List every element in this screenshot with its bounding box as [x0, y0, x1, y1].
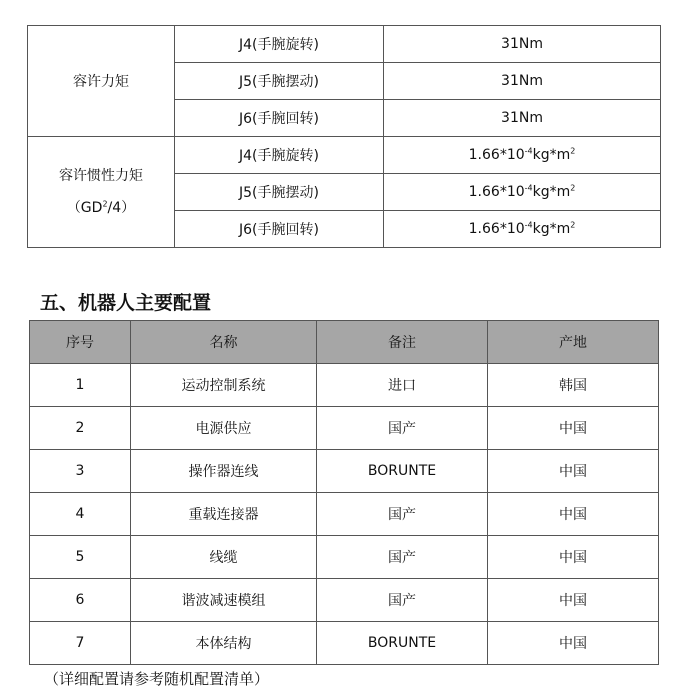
axis-cell: J6(手腕回转) [175, 100, 384, 137]
torque-spec-table [27, 25, 661, 248]
header-origin: 产地 [488, 321, 659, 364]
origin-cell: 中国 [488, 493, 659, 536]
allowable-torque-label: 容许力矩 [28, 26, 175, 137]
index-cell: 7 [30, 622, 131, 665]
name-cell: 重载连接器 [131, 493, 317, 536]
index-cell: 4 [30, 493, 131, 536]
inertia-label-gd: （GD [66, 200, 103, 216]
header-name: 名称 [131, 321, 317, 364]
table-row [30, 579, 659, 622]
table-header-row [30, 321, 659, 364]
remark-cell: BORUNTE [317, 622, 488, 665]
value-unit: kg*m [532, 184, 571, 200]
config-table [29, 320, 659, 665]
axis-cell: J5(手腕摆动) [175, 174, 384, 211]
inertia-label-line1: 容许惯性力矩 [59, 168, 143, 184]
value-unit-exp: 2 [570, 146, 576, 156]
value-base: 1.66*10 [468, 147, 525, 163]
inertia-label-post: /4） [107, 200, 136, 216]
remark-cell: 国产 [317, 493, 488, 536]
name-cell: 谐波减速模组 [131, 579, 317, 622]
table-row [30, 450, 659, 493]
value-cell: 31Nm [384, 63, 661, 100]
table-row [30, 364, 659, 407]
inertia-label [28, 137, 175, 248]
table-row [30, 493, 659, 536]
value-exp: -4 [524, 146, 533, 156]
value-base: 1.66*10 [468, 184, 525, 200]
value-cell: 31Nm [384, 100, 661, 137]
config-note: （详细配置请参考随机配置清单） [44, 670, 270, 688]
header-remark: 备注 [317, 321, 488, 364]
inertia-label-sup: 2 [102, 199, 108, 209]
value-cell [384, 137, 661, 174]
name-cell: 线缆 [131, 536, 317, 579]
name-cell: 本体结构 [131, 622, 317, 665]
origin-cell: 中国 [488, 579, 659, 622]
table-row [28, 137, 661, 174]
section-title: 五、机器人主要配置 [40, 292, 212, 314]
header-index: 序号 [30, 321, 131, 364]
remark-cell: 国产 [317, 407, 488, 450]
axis-cell: J6(手腕回转) [175, 211, 384, 248]
table-row [28, 26, 661, 63]
value-unit-exp: 2 [570, 183, 576, 193]
name-cell: 操作器连线 [131, 450, 317, 493]
value-unit: kg*m [532, 221, 571, 237]
table-row [30, 407, 659, 450]
index-cell: 5 [30, 536, 131, 579]
value-cell [384, 211, 661, 248]
table-row [30, 536, 659, 579]
origin-cell: 中国 [488, 536, 659, 579]
remark-cell: 进口 [317, 364, 488, 407]
origin-cell: 中国 [488, 622, 659, 665]
table-row [30, 622, 659, 665]
axis-cell: J4(手腕旋转) [175, 137, 384, 174]
origin-cell: 韩国 [488, 364, 659, 407]
value-exp: -4 [524, 220, 533, 230]
value-cell [384, 174, 661, 211]
index-cell: 6 [30, 579, 131, 622]
value-exp: -4 [524, 183, 533, 193]
remark-cell: 国产 [317, 579, 488, 622]
origin-cell: 中国 [488, 407, 659, 450]
axis-cell: J5(手腕摆动) [175, 63, 384, 100]
origin-cell: 中国 [488, 450, 659, 493]
name-cell: 运动控制系统 [131, 364, 317, 407]
remark-cell: BORUNTE [317, 450, 488, 493]
value-base: 1.66*10 [468, 221, 525, 237]
name-cell: 电源供应 [131, 407, 317, 450]
index-cell: 2 [30, 407, 131, 450]
value-unit-exp: 2 [570, 220, 576, 230]
remark-cell: 国产 [317, 536, 488, 579]
index-cell: 1 [30, 364, 131, 407]
index-cell: 3 [30, 450, 131, 493]
value-unit: kg*m [532, 147, 571, 163]
inertia-label-line2 [28, 199, 174, 217]
axis-cell: J4(手腕旋转) [175, 26, 384, 63]
value-cell: 31Nm [384, 26, 661, 63]
